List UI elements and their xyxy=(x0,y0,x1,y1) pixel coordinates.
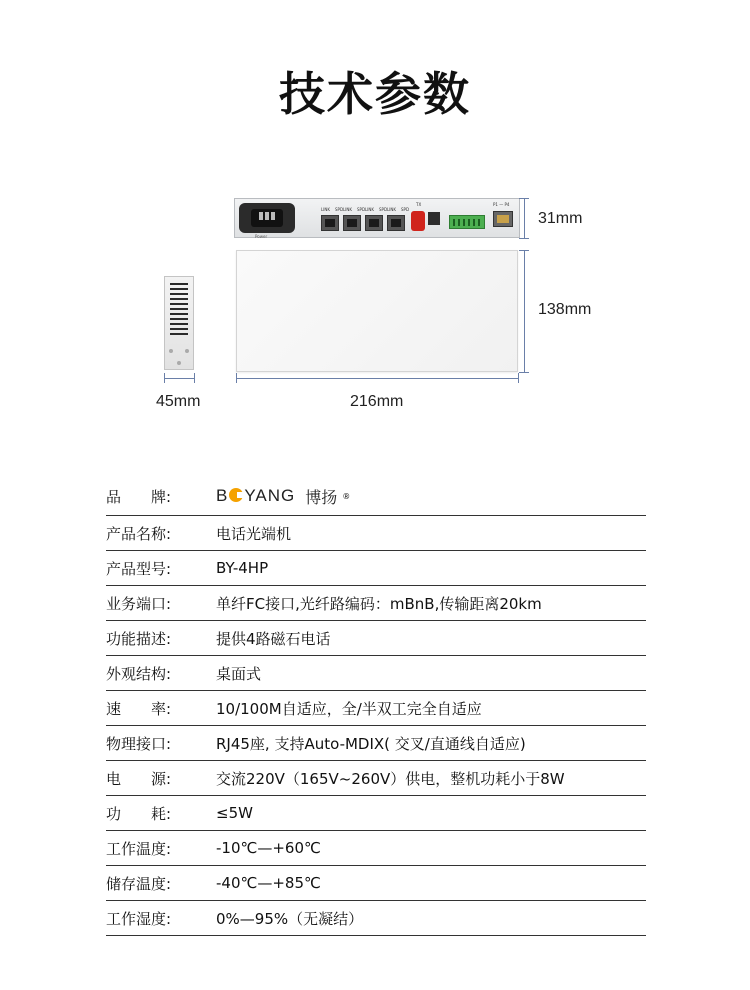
dimension-cap xyxy=(164,373,165,383)
spec-row xyxy=(106,656,646,691)
spec-label: 产品型号: xyxy=(106,559,172,578)
dimension-height-label: 31mm xyxy=(538,210,583,227)
spec-label: 电 源: xyxy=(106,769,172,788)
spec-label: 速 率: xyxy=(106,699,172,718)
dimension-depth-label: 138mm xyxy=(538,301,592,318)
spec-value: -40℃—+85℃ xyxy=(216,874,321,892)
spec-row xyxy=(106,726,646,761)
power-label: Power xyxy=(255,234,268,239)
spec-label: 品 牌: xyxy=(106,487,172,506)
terminal-block-icon xyxy=(449,215,485,229)
port-link-label: LINK xyxy=(321,207,331,212)
spec-value: RJ45座, 支持Auto-MDIX( 交叉/直通线自适应) xyxy=(216,734,526,753)
device-side-view xyxy=(164,276,194,370)
spec-label: 工作湿度: xyxy=(106,909,172,928)
port-link-label: LINK xyxy=(387,207,397,212)
port-right-label: P1 — P4 xyxy=(493,202,510,207)
device-front-panel xyxy=(234,198,520,238)
dimension-line xyxy=(524,250,525,372)
dimension-cap xyxy=(236,373,237,383)
spec-value: 提供4路磁石电话 xyxy=(216,629,331,648)
spec-label: 业务端口: xyxy=(106,594,172,613)
spec-value: 电话光端机 xyxy=(216,524,292,543)
spec-label: 功 耗: xyxy=(106,804,172,823)
rj45-port-icon xyxy=(387,215,405,231)
fc-fiber-port-icon xyxy=(411,211,425,231)
port-link-label: LINK xyxy=(365,207,375,212)
brand-name-part1: B xyxy=(216,486,229,505)
spec-row xyxy=(106,691,646,726)
spec-value: ≤5W xyxy=(216,804,253,822)
spec-row xyxy=(106,621,646,656)
port-spd-label: SPD xyxy=(357,207,366,212)
spec-value: 桌面式 xyxy=(216,664,262,683)
spec-row xyxy=(106,551,646,586)
page-title: 技术参数 xyxy=(279,67,471,121)
port-spd-label: SPD xyxy=(379,207,388,212)
dimension-cap xyxy=(518,373,519,383)
dimension-width-label: 216mm xyxy=(350,393,404,410)
dimension-line xyxy=(524,198,525,238)
dimension-line xyxy=(164,378,194,379)
rj45-port-icon xyxy=(321,215,339,231)
indicator-icon xyxy=(428,212,440,225)
port-spd-label: SPD xyxy=(335,207,344,212)
spec-value: BY-4HP xyxy=(216,559,269,577)
rj45-port-icon xyxy=(343,215,361,231)
dimension-cap xyxy=(519,198,529,199)
dimension-cap xyxy=(519,238,529,239)
spec-row xyxy=(106,796,646,831)
port-spd-label: SPD xyxy=(401,207,410,212)
spec-label: 工作温度: xyxy=(106,839,172,858)
spec-row xyxy=(106,761,646,796)
registered-mark: ® xyxy=(342,491,351,501)
spec-value: 10/100M自适应，全/半双工完全自适应 xyxy=(216,699,482,718)
dimension-side-width-label: 45mm xyxy=(156,393,201,410)
spec-label: 外观结构: xyxy=(106,664,172,683)
port-link-label: LINK xyxy=(343,207,353,212)
rj45-port-icon xyxy=(493,211,513,227)
spec-row-brand xyxy=(106,477,646,516)
fiber-tx-label: TX xyxy=(416,202,422,207)
brand-logo xyxy=(216,485,350,508)
device-top-view xyxy=(236,250,518,372)
spec-label: 产品名称: xyxy=(106,524,172,543)
dimension-cap xyxy=(519,372,529,373)
brand-name-part2: YANG xyxy=(244,486,296,505)
spec-row xyxy=(106,901,646,936)
brand-o-icon xyxy=(229,488,243,502)
dimension-cap xyxy=(519,250,529,251)
spec-row xyxy=(106,586,646,621)
rj45-port-group xyxy=(321,205,410,233)
spec-row xyxy=(106,516,646,551)
spec-value: 单纤FC接口,光纤路编码：mBnB,传输距离20km xyxy=(216,594,542,613)
power-socket-icon xyxy=(239,203,295,233)
dimension-line xyxy=(236,378,518,379)
dimension-cap xyxy=(194,373,195,383)
spec-row xyxy=(106,831,646,866)
spec-table xyxy=(106,477,646,936)
brand-name-en xyxy=(216,486,295,506)
rj45-port-icon xyxy=(365,215,383,231)
spec-value: 交流220V（165V~260V）供电，整机功耗小于8W xyxy=(216,769,565,788)
spec-value: -10℃—+60℃ xyxy=(216,839,321,857)
spec-label: 物理接口: xyxy=(106,734,172,753)
spec-label: 功能描述: xyxy=(106,629,172,648)
brand-name-cn: 博扬 xyxy=(305,487,338,507)
spec-row xyxy=(106,866,646,901)
spec-value: 0%—95%（无凝结） xyxy=(216,909,364,928)
spec-label: 储存温度: xyxy=(106,874,172,893)
